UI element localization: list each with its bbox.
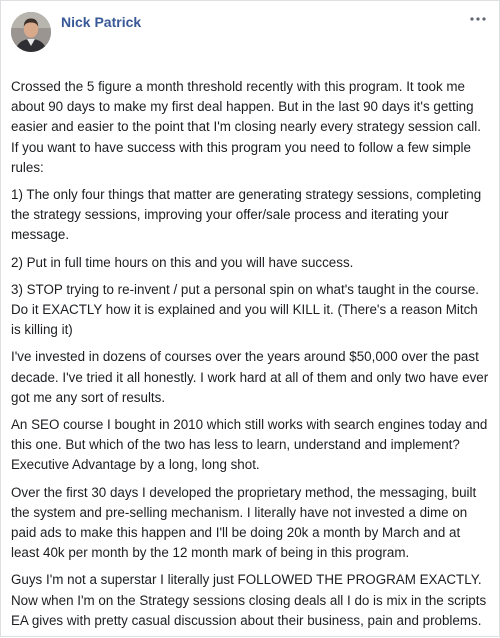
avatar[interactable]	[11, 12, 51, 52]
post-paragraph: I've invested in dozens of courses over the years around $50,000 over the past decade. I've tried it all honestly. I work hard at all of them and only two have ever got me any sort of results.	[11, 349, 489, 405]
post-paragraph: Over the first 30 days I developed the proprietary method, the messaging, built the system and pre-selling mechanism. I literally have not invested a dime on paid ads to make this happen and I'll be doing 20k a month by March and at least 40k per month by the 12 month mark of being in this program.	[11, 484, 477, 561]
post-paragraph: Crossed the 5 figure a month threshold recently with this program. It took me about 90 days to make my first deal happen. But in the last 90 days it's getting easier and easier to the point that I'm closing nearly every strategy session call. If you want to have success with this program you need to follow a few simple rules:	[11, 79, 481, 175]
more-options-button[interactable]	[467, 10, 489, 28]
post-header	[1, 1, 500, 61]
post-body	[11, 77, 489, 638]
horizontal-ellipsis-icon	[467, 10, 489, 28]
post-paragraph: An SEO course I bought in 2010 which still works with search engines today and this one. But which of the two has less to learn, understand and implement? Executive Advantage by a long, long shot.	[11, 417, 488, 473]
post-paragraph: 3) STOP trying to re-invent / put a personal spin on what's taught in the course. Do it EXACTLY how it is explained and you will KILL it. (There's a reason Mitch is killing it)	[11, 281, 480, 338]
author-name-link[interactable]: Nick Patrick	[61, 14, 142, 30]
profile-photo	[11, 12, 51, 52]
post-paragraph: 2) Put in full time hours on this and you will have success.	[11, 254, 354, 270]
post-paragraph: 1) The only four things that matter are generating strategy sessions, completing the strategy sessions, improving your offer/sale process and iterating your message.	[11, 187, 482, 243]
post-paragraph: Guys I'm not a superstar I literally just FOLLOWED THE PROGRAM EXACTLY. Now when I'm on the Strategy sessions closing deals all I do is mix in the scripts EA gives with pretty casual discussion about their business, pain and problems.	[11, 572, 487, 628]
